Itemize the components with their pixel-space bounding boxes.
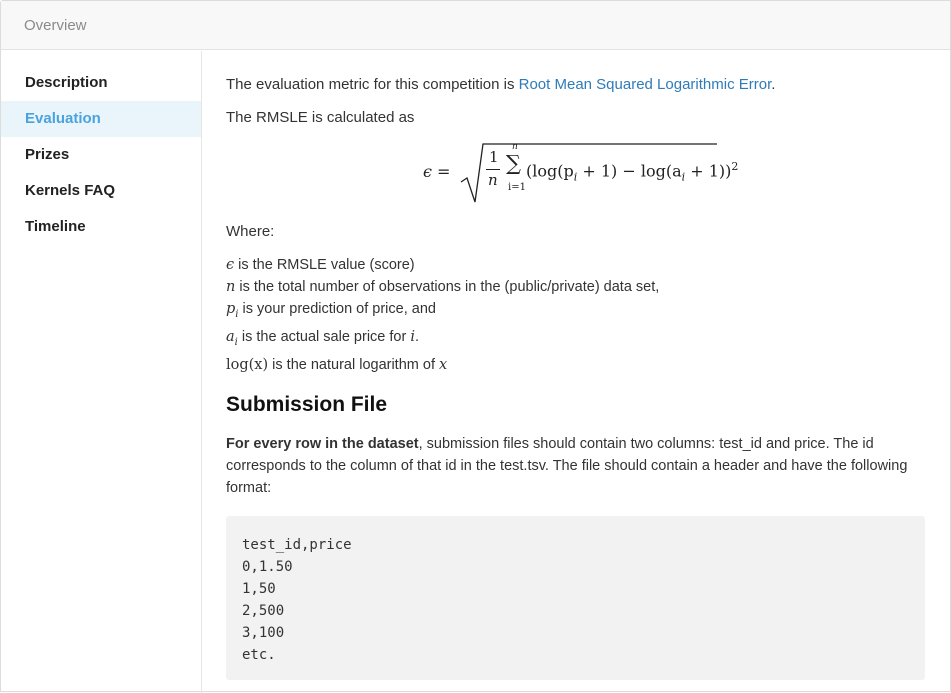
def-sub: i bbox=[234, 336, 238, 348]
rmsle-link[interactable]: Root Mean Squared Logarithmic Error bbox=[518, 76, 772, 93]
formula-body-part2: + 1) − log(a bbox=[577, 161, 682, 181]
sidebar-item-prizes[interactable]: Prizes bbox=[25, 146, 70, 163]
formula-lhs: ϵ = bbox=[423, 162, 451, 181]
def-symbol: ϵ bbox=[226, 257, 235, 273]
def-text: is the total number of observations in the (public/private) data set, bbox=[235, 279, 660, 295]
frac-bar bbox=[486, 169, 500, 170]
frac-denominator: n bbox=[488, 171, 498, 189]
code-line: 0,1.50 bbox=[242, 559, 293, 575]
sidebar-nav bbox=[1, 51, 202, 693]
code-line: 2,500 bbox=[242, 603, 285, 619]
where-label: Where: bbox=[226, 223, 275, 240]
submission-paragraph bbox=[226, 433, 926, 499]
sum-lower: i=1 bbox=[508, 182, 526, 193]
sidebar-item-timeline[interactable]: Timeline bbox=[25, 218, 86, 235]
definition-a bbox=[226, 326, 659, 354]
formula-body-part1: (log(p bbox=[526, 161, 574, 181]
definition-log bbox=[226, 354, 659, 376]
formula-body bbox=[526, 160, 738, 184]
code-line: test_id,price bbox=[242, 537, 352, 553]
submission-lead-rest: , submission files should contain two columns: test_id and price. The id corresponds to the column of that id in the test.tsv. The file should contain a header and have the following format: bbox=[226, 436, 908, 496]
formula-exponent: 2 bbox=[731, 160, 739, 173]
formula-sub-i2: i bbox=[681, 170, 686, 184]
def-tail-symbol: i bbox=[410, 328, 415, 345]
code-line: 1,50 bbox=[242, 581, 276, 597]
formula-sub-i: i bbox=[573, 170, 578, 184]
intro-prefix: The evaluation metric for this competition is bbox=[226, 76, 519, 93]
sum-upper: n bbox=[512, 142, 518, 152]
overview-header bbox=[1, 1, 950, 50]
sidebar-item-kernels-faq[interactable]: Kernels FAQ bbox=[25, 182, 116, 199]
intro-paragraph bbox=[226, 76, 775, 93]
def-tail-symbol: x bbox=[439, 356, 448, 373]
rmsle-formula bbox=[423, 142, 739, 204]
definitions-list bbox=[226, 254, 659, 376]
frac-numerator: 1 bbox=[489, 148, 499, 166]
sigma-icon: ∑ bbox=[506, 151, 521, 175]
def-text: is your prediction of price, and bbox=[238, 301, 436, 317]
def-symbol: n bbox=[226, 279, 236, 295]
main-content bbox=[203, 51, 951, 693]
intro-suffix: . bbox=[771, 76, 776, 93]
def-text: is the actual sale price for bbox=[237, 328, 411, 345]
def-sub: i bbox=[235, 308, 239, 320]
definition-n bbox=[226, 276, 659, 298]
def-symbol: a bbox=[226, 328, 235, 345]
def-symbol: log(x) bbox=[226, 356, 269, 373]
definition-p bbox=[226, 298, 659, 326]
def-tail: . bbox=[414, 328, 420, 345]
sidebar-item-evaluation[interactable]: Evaluation bbox=[1, 101, 201, 137]
overview-title[interactable]: Overview bbox=[24, 17, 87, 34]
def-text: is the RMSLE value (score) bbox=[234, 257, 415, 273]
code-text bbox=[242, 534, 352, 666]
def-text: is the natural logarithm of bbox=[268, 356, 440, 373]
def-symbol: p bbox=[226, 301, 236, 317]
definition-epsilon bbox=[226, 254, 659, 276]
formula-body-part3: + 1)) bbox=[685, 161, 732, 181]
submission-heading: Submission File bbox=[226, 393, 388, 416]
submission-lead-bold: For every row in the dataset bbox=[226, 436, 419, 452]
code-line: etc. bbox=[242, 647, 276, 663]
calc-text: The RMSLE is calculated as bbox=[226, 109, 415, 126]
code-block bbox=[226, 516, 925, 680]
sidebar-item-description[interactable]: Description bbox=[25, 74, 108, 91]
code-line: 3,100 bbox=[242, 625, 285, 641]
